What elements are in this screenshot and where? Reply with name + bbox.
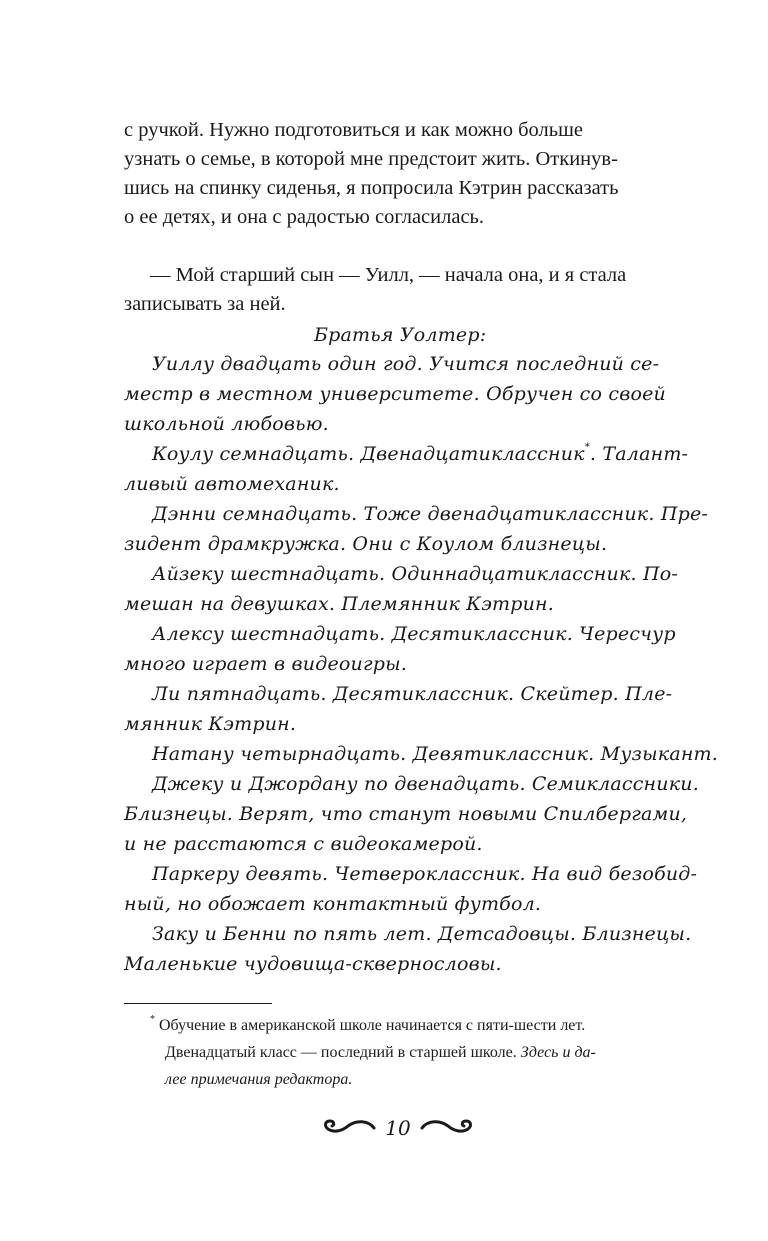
note-line: Близнецы. Верят, что станут новыми Спилбергами, [124, 803, 688, 825]
body-line: о ее детях, и она с радостью согласилась. [124, 206, 485, 228]
note-line-text: . Талант- [589, 443, 689, 465]
footnote-text-italic: Здесь и да- [520, 1044, 596, 1061]
footnote-line [150, 1012, 585, 1039]
body-line: шись на спинку сиденья, я попросила Кэтрин рассказать [124, 177, 619, 199]
footnote-line [165, 1039, 596, 1066]
note-heading: Братья Уолтер: [314, 324, 487, 346]
note-line: и не расстаются с видеокамерой. [124, 833, 483, 855]
note-line: Дэнни семнадцать. Тоже двенадцатиклассник. Пре- [152, 503, 709, 525]
note-line: Джеку и Джордану по двенадцать. Семиклассники. [152, 773, 699, 795]
note-line: Маленькие чудовища-сквернословы. [124, 953, 502, 975]
note-line: Паркеру девять. Четвероклассник. На вид безобид- [152, 863, 698, 885]
page-number-ornament [322, 1112, 474, 1144]
note-line: Ли пятнадцать. Десятиклассник. Скейтер. Пле- [152, 683, 673, 705]
footnote-text: Обучение в американской школе начинается с пяти-шести лет. [159, 1017, 586, 1034]
body-line: — Мой старший сын — Уилл, — начала она, и я стала [150, 264, 627, 286]
note-line: ный, но обожает контактный футбол. [124, 893, 542, 915]
footnote-text: Двенадцатый класс — последний в старшей школе. [165, 1044, 517, 1061]
note-line: мянник Кэтрин. [124, 713, 297, 735]
body-line: с ручкой. Нужно подготовиться и как можно больше [124, 119, 583, 141]
note-line: Заку и Бенни по пять лет. Детсадовцы. Близнецы. [152, 923, 692, 945]
footnote-line [165, 1066, 352, 1093]
note-line: много играет в видеоигры. [124, 653, 408, 675]
note-line: Натану четырнадцать. Девятиклассник. Музыкант. [152, 743, 719, 765]
note-line: мешан на девушках. Племянник Кэтрин. [124, 593, 555, 615]
note-line [152, 440, 688, 469]
note-line: школьной любовью. [124, 413, 329, 435]
note-line: Уиллу двадцать один год. Учится последний се- [152, 353, 660, 375]
note-line: ливый автомеханик. [124, 473, 340, 495]
page-number: 10 [385, 1116, 411, 1140]
footnote-marker: * [150, 1014, 155, 1025]
note-line: зидент драмкружка. Они с Коулом близнецы. [124, 533, 608, 555]
body-line: записывать за ней. [124, 293, 286, 315]
body-line: узнать о семье, в которой мне предстоит жить. Откинув- [124, 148, 618, 170]
footnote-text-italic: лее примечания редактора. [165, 1071, 353, 1088]
footnote-divider [124, 1003, 272, 1004]
note-line: Айзеку шестнадцать. Одиннадцатиклассник. По- [152, 563, 679, 585]
note-line-text: Коулу семнадцать. Двенадцатиклассник [152, 443, 585, 465]
note-line: Алексу шестнадцать. Десятиклассник. Чересчур [152, 623, 676, 645]
footnote-ref-marker: * [584, 442, 590, 453]
note-line: местр в местном университете. Обручен со своей [124, 383, 666, 405]
